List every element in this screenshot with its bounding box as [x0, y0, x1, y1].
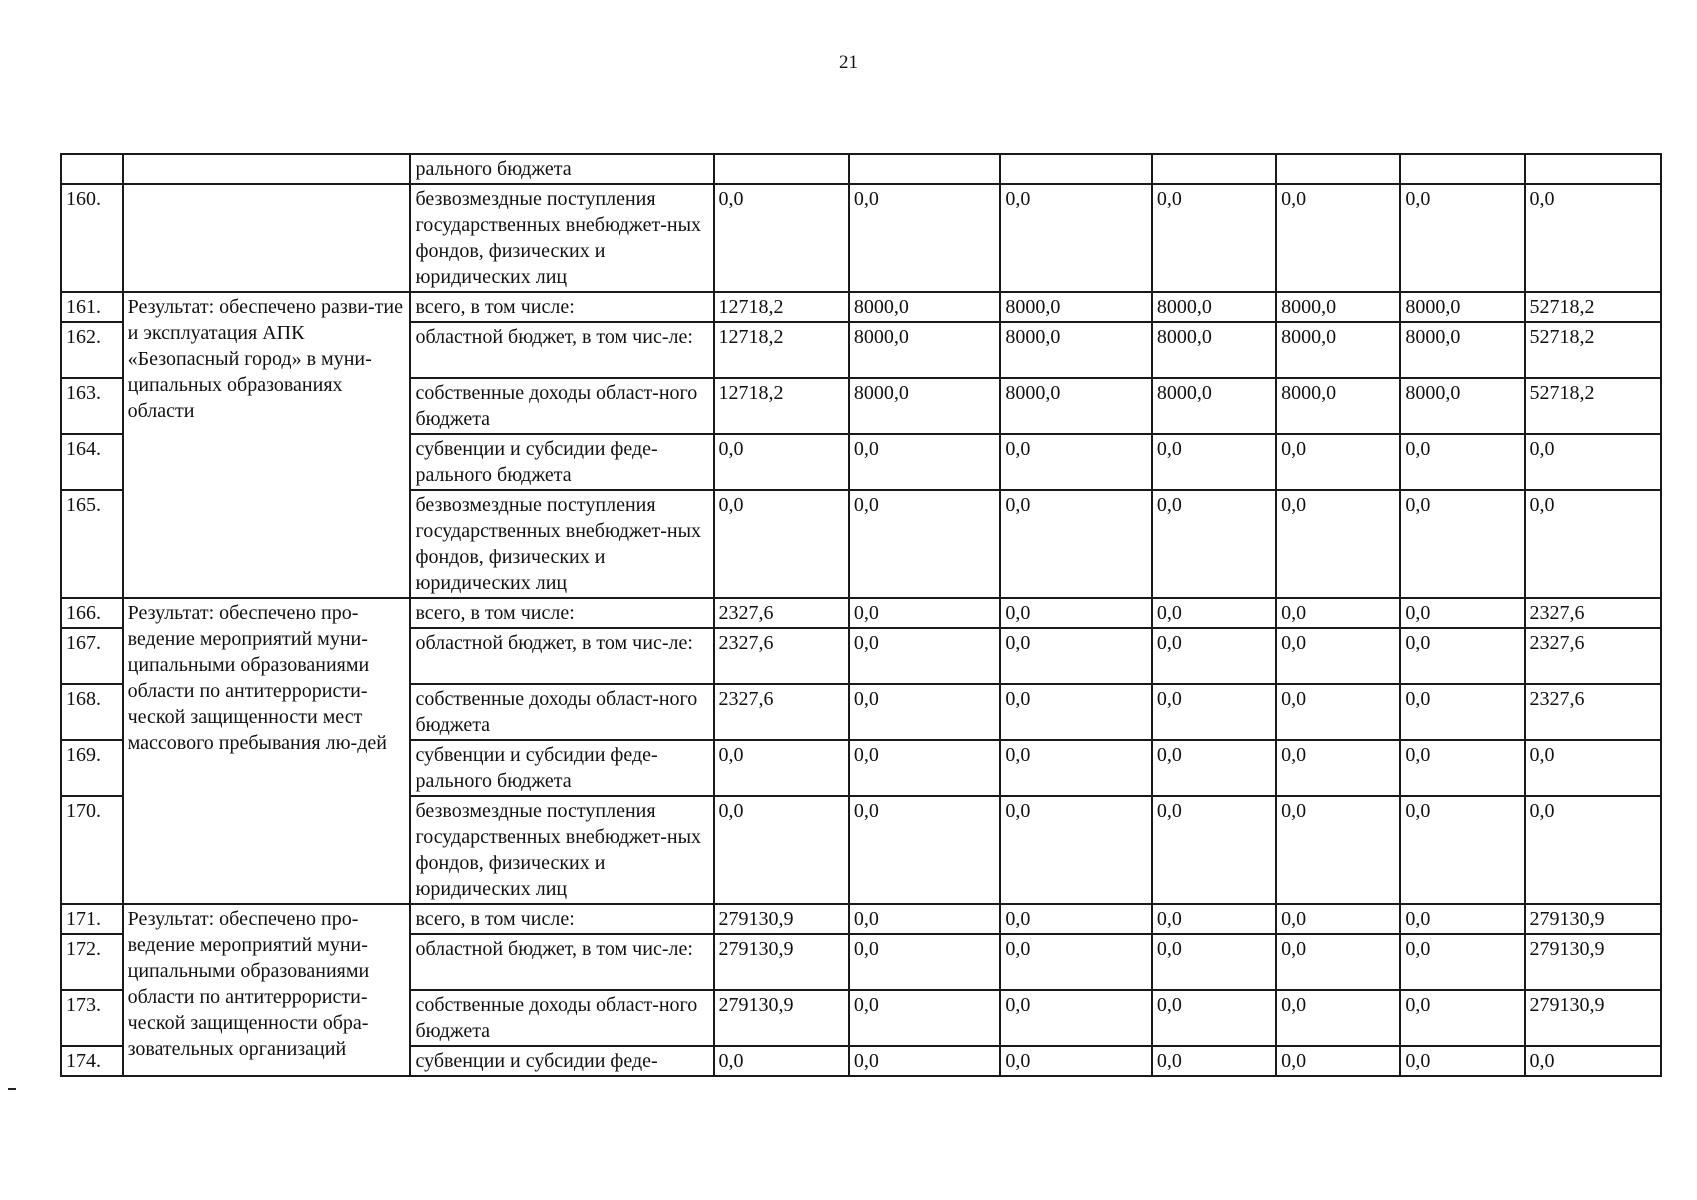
source-description-cell: всего, в том числе: [410, 904, 713, 934]
value-cell: 0,0 [1152, 490, 1276, 598]
value-cell: 0,0 [1525, 740, 1661, 796]
value-cell: 0,0 [1400, 990, 1524, 1046]
value-cell: 2327,6 [1525, 684, 1661, 740]
source-description-cell: субвенции и субсидии феде- [410, 1046, 713, 1076]
value-cell: 0,0 [1276, 1046, 1400, 1076]
value-cell [1400, 154, 1524, 184]
source-description-cell: областной бюджет, в том чис-ле: [410, 322, 713, 378]
source-description-cell: областной бюджет, в том чис-ле: [410, 934, 713, 990]
value-cell: 0,0 [1000, 434, 1152, 490]
row-number-cell: 167. [61, 628, 123, 684]
value-cell: 0,0 [849, 796, 1001, 904]
budget-table [60, 153, 1662, 1077]
row-number-cell: 163. [61, 378, 123, 434]
value-cell: 8000,0 [1400, 322, 1524, 378]
value-cell: 8000,0 [1000, 292, 1152, 322]
value-cell: 0,0 [1400, 1046, 1524, 1076]
value-cell: 0,0 [1400, 490, 1524, 598]
value-cell: 2327,6 [1525, 628, 1661, 684]
value-cell: 0,0 [1152, 740, 1276, 796]
value-cell: 0,0 [1000, 934, 1152, 990]
value-cell: 0,0 [1152, 628, 1276, 684]
source-description-cell: всего, в том числе: [410, 292, 713, 322]
table-row [61, 904, 1661, 934]
source-description-cell: всего, в том числе: [410, 598, 713, 628]
row-number-cell: 166. [61, 598, 123, 628]
value-cell: 0,0 [1152, 434, 1276, 490]
value-cell: 52718,2 [1525, 292, 1661, 322]
value-cell: 0,0 [714, 434, 849, 490]
table-row [61, 154, 1661, 184]
value-cell: 0,0 [714, 490, 849, 598]
value-cell: 0,0 [1525, 434, 1661, 490]
value-cell: 0,0 [849, 184, 1001, 292]
value-cell: 0,0 [1400, 904, 1524, 934]
value-cell: 0,0 [1000, 184, 1152, 292]
source-description-cell: собственные доходы област-ного бюджета [410, 378, 713, 434]
value-cell: 2327,6 [1525, 598, 1661, 628]
value-cell: 0,0 [849, 628, 1001, 684]
value-cell: 0,0 [714, 796, 849, 904]
value-cell: 0,0 [1000, 990, 1152, 1046]
value-cell: 8000,0 [1276, 292, 1400, 322]
value-cell [714, 154, 849, 184]
value-cell: 2327,6 [714, 684, 849, 740]
value-cell: 0,0 [1000, 904, 1152, 934]
value-cell: 0,0 [1400, 684, 1524, 740]
value-cell: 0,0 [1000, 740, 1152, 796]
row-number-cell: 165. [61, 490, 123, 598]
value-cell: 0,0 [1525, 184, 1661, 292]
scan-artifact-mark [8, 1088, 16, 1090]
row-number-cell: 170. [61, 796, 123, 904]
source-description-cell: безвозмездные поступления государственных внебюджет-ных фондов, физических и юридических лиц [410, 184, 713, 292]
value-cell: 8000,0 [1000, 378, 1152, 434]
value-cell: 0,0 [1276, 740, 1400, 796]
value-cell: 2327,6 [714, 628, 849, 684]
value-cell: 8000,0 [849, 292, 1001, 322]
page-number: 21 [839, 52, 858, 73]
value-cell: 0,0 [1000, 628, 1152, 684]
value-cell: 279130,9 [1525, 904, 1661, 934]
value-cell: 0,0 [1276, 796, 1400, 904]
value-cell: 0,0 [849, 434, 1001, 490]
value-cell: 0,0 [1276, 598, 1400, 628]
value-cell: 0,0 [1276, 904, 1400, 934]
value-cell: 0,0 [1000, 796, 1152, 904]
value-cell: 0,0 [1400, 796, 1524, 904]
source-description-cell: областной бюджет, в том чис-ле: [410, 628, 713, 684]
value-cell: 52718,2 [1525, 322, 1661, 378]
result-label-cell: Результат: обеспечено разви-тие и эксплуатация АПК «Безопасный город» в муни-ципальных образованиях области [123, 292, 411, 598]
value-cell: 8000,0 [1400, 378, 1524, 434]
value-cell: 0,0 [1152, 684, 1276, 740]
value-cell: 0,0 [1400, 740, 1524, 796]
value-cell: 0,0 [849, 598, 1001, 628]
value-cell: 8000,0 [1152, 322, 1276, 378]
value-cell: 0,0 [1276, 434, 1400, 490]
value-cell: 0,0 [1000, 684, 1152, 740]
source-description-cell: безвозмездные поступления государственных внебюджет-ных фондов, физических и юридических лиц [410, 796, 713, 904]
value-cell: 0,0 [1276, 184, 1400, 292]
value-cell: 0,0 [1276, 684, 1400, 740]
source-description-cell: субвенции и субсидии феде-рального бюджета [410, 740, 713, 796]
row-number-cell: 168. [61, 684, 123, 740]
value-cell: 0,0 [1400, 628, 1524, 684]
value-cell: 8000,0 [1276, 378, 1400, 434]
value-cell: 0,0 [1000, 598, 1152, 628]
value-cell: 0,0 [1000, 490, 1152, 598]
value-cell [1525, 154, 1661, 184]
table-row [61, 292, 1661, 322]
value-cell: 279130,9 [714, 904, 849, 934]
value-cell: 0,0 [714, 1046, 849, 1076]
value-cell: 0,0 [1276, 934, 1400, 990]
value-cell: 279130,9 [1525, 934, 1661, 990]
value-cell: 0,0 [1400, 184, 1524, 292]
value-cell: 0,0 [1000, 1046, 1152, 1076]
value-cell: 0,0 [1400, 598, 1524, 628]
result-label-cell [123, 184, 411, 292]
value-cell [1152, 154, 1276, 184]
row-number-cell: 169. [61, 740, 123, 796]
row-number-cell: 160. [61, 184, 123, 292]
value-cell: 0,0 [849, 684, 1001, 740]
value-cell: 0,0 [849, 904, 1001, 934]
row-number-cell: 173. [61, 990, 123, 1046]
value-cell: 8000,0 [1152, 378, 1276, 434]
value-cell: 279130,9 [714, 990, 849, 1046]
value-cell: 0,0 [1152, 796, 1276, 904]
value-cell: 279130,9 [714, 934, 849, 990]
source-description-cell: субвенции и субсидии феде-рального бюджета [410, 434, 713, 490]
value-cell: 8000,0 [849, 378, 1001, 434]
value-cell [1000, 154, 1152, 184]
value-cell: 12718,2 [714, 322, 849, 378]
table-row [61, 598, 1661, 628]
value-cell: 0,0 [1525, 796, 1661, 904]
row-number-cell: 172. [61, 934, 123, 990]
value-cell: 2327,6 [714, 598, 849, 628]
row-number-cell: 171. [61, 904, 123, 934]
value-cell: 0,0 [1525, 490, 1661, 598]
value-cell: 8000,0 [1400, 292, 1524, 322]
source-description-cell: собственные доходы област-ного бюджета [410, 684, 713, 740]
value-cell: 0,0 [849, 1046, 1001, 1076]
value-cell: 0,0 [1400, 434, 1524, 490]
value-cell: 0,0 [1152, 184, 1276, 292]
budget-table-body [61, 154, 1661, 1076]
value-cell [1276, 154, 1400, 184]
value-cell: 0,0 [1276, 490, 1400, 598]
result-label-cell: Результат: обеспечено про-ведение мероприятий муни-ципальными образованиями области по антитеррористи-ческой защищенности обра-зовательных организаций [123, 904, 411, 1076]
value-cell: 0,0 [1400, 934, 1524, 990]
value-cell: 279130,9 [1525, 990, 1661, 1046]
value-cell: 0,0 [1152, 598, 1276, 628]
value-cell: 12718,2 [714, 378, 849, 434]
value-cell: 12718,2 [714, 292, 849, 322]
value-cell: 0,0 [849, 990, 1001, 1046]
source-description-cell: безвозмездные поступления государственных внебюджет-ных фондов, физических и юридических лиц [410, 490, 713, 598]
row-number-cell [61, 154, 123, 184]
value-cell [849, 154, 1001, 184]
value-cell: 0,0 [849, 740, 1001, 796]
result-label-cell: Результат: обеспечено про-ведение мероприятий муни-ципальными образованиями области по антитеррористи-ческой защищенности мест массового пребывания лю-дей [123, 598, 411, 904]
source-description-cell: собственные доходы област-ного бюджета [410, 990, 713, 1046]
value-cell: 8000,0 [849, 322, 1001, 378]
value-cell: 0,0 [1525, 1046, 1661, 1076]
value-cell: 0,0 [1276, 990, 1400, 1046]
value-cell: 0,0 [714, 184, 849, 292]
table-row [61, 184, 1661, 292]
value-cell: 8000,0 [1276, 322, 1400, 378]
value-cell: 8000,0 [1000, 322, 1152, 378]
value-cell: 0,0 [1152, 1046, 1276, 1076]
value-cell: 52718,2 [1525, 378, 1661, 434]
value-cell: 0,0 [1276, 628, 1400, 684]
value-cell: 0,0 [1152, 934, 1276, 990]
value-cell: 0,0 [849, 490, 1001, 598]
value-cell: 0,0 [714, 740, 849, 796]
source-description-cell: рального бюджета [410, 154, 713, 184]
row-number-cell: 162. [61, 322, 123, 378]
result-label-cell [123, 154, 411, 184]
row-number-cell: 164. [61, 434, 123, 490]
value-cell: 0,0 [849, 934, 1001, 990]
value-cell: 8000,0 [1152, 292, 1276, 322]
row-number-cell: 161. [61, 292, 123, 322]
row-number-cell: 174. [61, 1046, 123, 1076]
value-cell: 0,0 [1152, 904, 1276, 934]
value-cell: 0,0 [1152, 990, 1276, 1046]
